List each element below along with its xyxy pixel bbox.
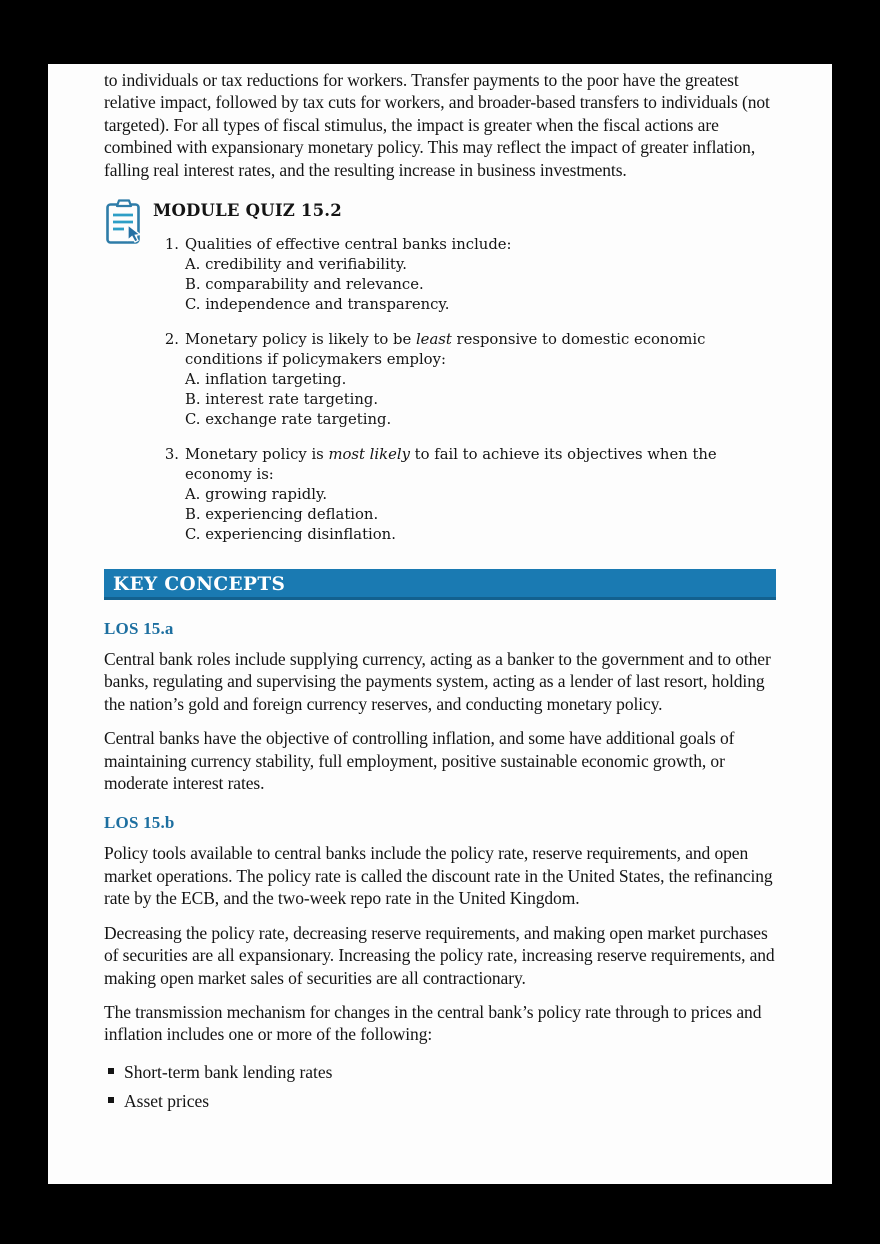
quiz-question-1: [159, 235, 776, 315]
key-concepts-title: KEY CONCEPTS: [113, 573, 286, 595]
quiz-question-list: [153, 235, 776, 545]
los-15b-paragraph-2: Decreasing the policy rate, decreasing reserve requirements, and making open market purchases of securities are all expansionary. Increasing the policy rate, increasing reserve requirements, and making open market sales of securities are all contractionary.: [104, 922, 775, 988]
question-option: B. comparability and relevance.: [185, 276, 424, 294]
question-text: Monetary policy is likely to be least responsive to domestic economic conditions if policymakers employ:: [185, 331, 706, 369]
question-number: 1.: [164, 236, 179, 254]
question-option: C. experiencing disinflation.: [185, 526, 396, 544]
question-number: 2.: [164, 331, 179, 349]
quiz-content: [153, 198, 776, 560]
question-number: 3.: [164, 446, 179, 464]
bullet-text: Asset prices: [124, 1090, 210, 1111]
question-option: A. inflation targeting.: [185, 371, 347, 389]
question-text: Monetary policy is most likely to fail to achieve its objectives when the economy is:: [185, 446, 717, 484]
los-heading-15a: LOS 15.a: [104, 619, 174, 639]
list-item: [104, 1062, 776, 1082]
document-page: [48, 64, 832, 1184]
transmission-bullet-list: [104, 1062, 776, 1111]
question-body: [185, 235, 776, 315]
list-item: [104, 1091, 776, 1111]
quiz-question-2: [159, 330, 776, 430]
question-body: [185, 445, 776, 545]
bullet-text: Short-term bank lending rates: [124, 1061, 333, 1082]
los-15b-paragraph-3: The transmission mechanism for changes in the central bank’s policy rate through to prices and inflation includes one or more of the following:: [104, 1001, 762, 1045]
question-option: C. independence and transparency.: [185, 296, 450, 314]
key-concepts-banner: [104, 569, 776, 600]
los-15a-paragraph-2: Central banks have the objective of controlling inflation, and some have additional goals of maintaining currency stability, full employment, positive sustainable economic growth, or moderate interest rates.: [104, 728, 735, 794]
question-text: Qualities of effective central banks include:: [185, 236, 512, 254]
question-option: A. credibility and verifiability.: [185, 256, 407, 274]
square-bullet-icon: [108, 1097, 114, 1103]
question-option: B. interest rate targeting.: [185, 391, 379, 409]
los-15a-paragraph-1: Central bank roles include supplying currency, acting as a banker to the government and to other banks, regulating and supervising the payments system, acting as a lender of last resort, holding the nation’s gold and foreign currency reserves, and conducting monetary policy.: [104, 649, 771, 714]
question-body: [185, 330, 776, 430]
los-heading-15b: LOS 15.b: [104, 813, 175, 833]
module-quiz-title: MODULE QUIZ 15.2: [153, 201, 342, 221]
module-quiz-section: [104, 198, 776, 560]
square-bullet-icon: [108, 1068, 114, 1074]
quiz-question-3: [159, 445, 776, 545]
quiz-clipboard-icon: [104, 198, 144, 246]
question-option: C. exchange rate targeting.: [185, 411, 392, 429]
los-15b-paragraph-1: Policy tools available to central banks include the policy rate, reserve requirements, and open market operations. The policy rate is called the discount rate in the United States, the refinancing rate by the ECB, and the two-week repo rate in the United Kingdom.: [104, 843, 773, 909]
question-option: A. growing rapidly.: [185, 486, 328, 504]
intro-paragraph: to individuals or tax reductions for workers. Transfer payments to the poor have the greatest relative impact, followed by tax cuts for workers, and broader-based transfers to individuals (not targeted). For all types of fiscal stimulus, the impact is greater when the fiscal actions are combined with expansionary monetary policy. This may reflect the impact of greater inflation, falling real interest rates, and the resulting increase in business investments.: [104, 70, 770, 180]
question-option: B. experiencing deflation.: [185, 506, 379, 524]
